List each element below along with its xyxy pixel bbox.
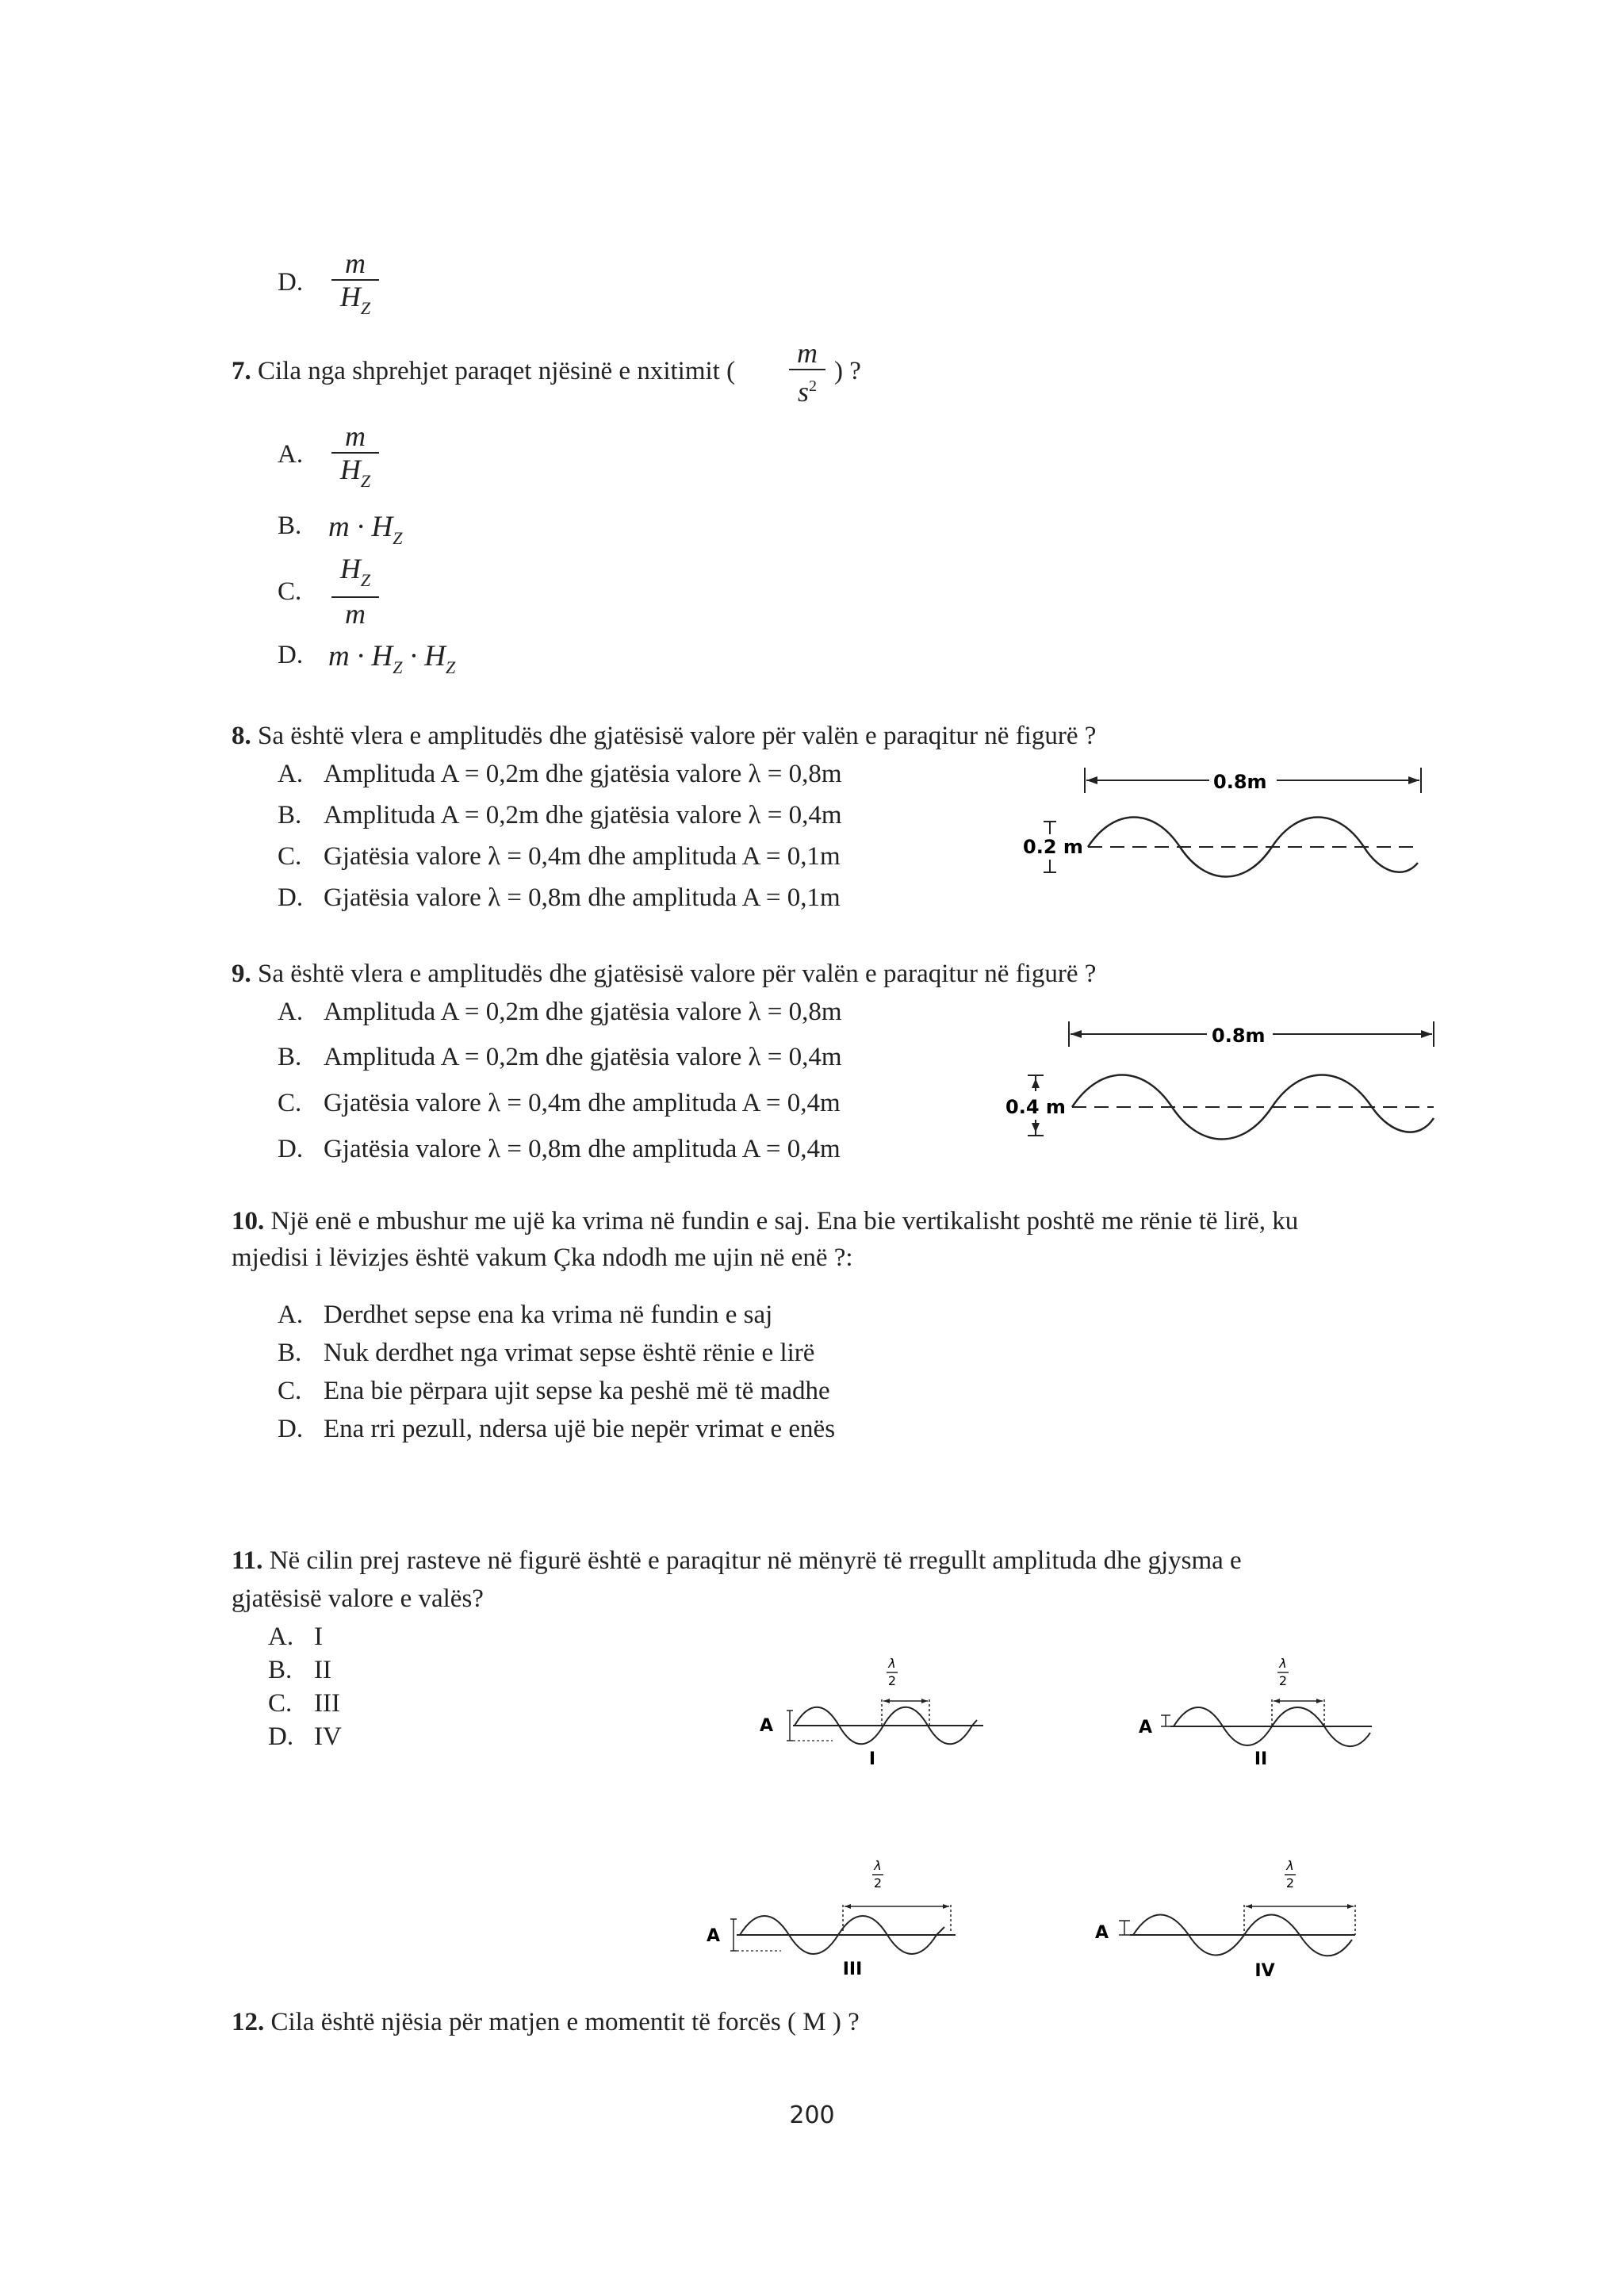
svg-text:2: 2 [873, 1875, 883, 1891]
svg-text:IV: IV [1254, 1961, 1275, 1981]
question-number: 7. [232, 357, 251, 385]
q7-question [232, 355, 735, 387]
q8-wave-figure [1015, 761, 1427, 896]
q6-option-d-fraction: m $H_Z$ [331, 247, 379, 324]
svg-text:III: III [842, 1960, 863, 1979]
question-text: Cila nga shprehjet paraqet njësinë e nxitimit ( [258, 357, 736, 385]
q12-question: 12. Cila është njësia për matjen e momentit të forcës ( M ) ? [232, 2008, 860, 2036]
q7-unit-fraction: m $s^2$ [789, 337, 825, 408]
q7-option-a-fraction: m $H_Z$ [331, 420, 379, 497]
svg-text:λ: λ [874, 1858, 882, 1873]
svg-text:λ: λ [888, 1656, 896, 1671]
q9-wave-figure [999, 1015, 1443, 1154]
q11-figure-i [753, 1653, 991, 1780]
svg-text:A: A [1095, 1923, 1109, 1943]
amplitude-label: 0.2 m [1023, 836, 1083, 858]
svg-text:λ: λ [1279, 1656, 1287, 1671]
q11-figure-iii [702, 1856, 963, 1986]
amplitude-label: 0.4 m [1005, 1096, 1066, 1118]
q8-question: 8. Sa është vlera e amplitudës dhe gjatësisë valore për valën e paraqitur në figurë ? [232, 722, 1097, 750]
q10-question-line2: mjedisi i lëvizjes është vakum Çka ndodh me ujin në enë ?: [232, 1243, 853, 1272]
svg-text:λ: λ [1286, 1858, 1294, 1873]
svg-text:2: 2 [887, 1673, 897, 1688]
wavelength-label: 0.8m [1212, 1025, 1266, 1047]
q10-question-line1: 10. Një enë e mbushur me ujë ka vrima në fundin e saj. Ena bie vertikalisht poshtë me rënie të lirë, ku [232, 1207, 1299, 1236]
svg-text:2: 2 [1278, 1673, 1288, 1688]
svg-text:II: II [1254, 1749, 1268, 1769]
option-label: D. [278, 268, 304, 297]
svg-text:A: A [760, 1716, 774, 1736]
q11-figure-ii [1134, 1653, 1380, 1780]
wavelength-label: 0.8m [1213, 771, 1267, 793]
svg-text:2: 2 [1285, 1875, 1295, 1891]
svg-text:A: A [707, 1926, 721, 1946]
q9-question: 9. Sa është vlera e amplitudës dhe gjatësisë valore për valën e paraqitur në figurë ? [232, 960, 1097, 988]
svg-text:I: I [868, 1749, 876, 1769]
q11-question-line1: 11. Në cilin prej rasteve në figurë është e paraqitur në mënyrë të rregullt amplituda dhe gjysma e [232, 1546, 1242, 1575]
q7-option-c-fraction: $H_Z$ m [331, 553, 379, 630]
q11-question-line2: gjatësisë valore e valës? [232, 1584, 484, 1613]
page-number: 200 [789, 2101, 835, 2129]
q11-figure-iv [1090, 1856, 1360, 1986]
svg-text:A: A [1139, 1718, 1153, 1737]
q7-question-end: ) ? [834, 357, 861, 385]
